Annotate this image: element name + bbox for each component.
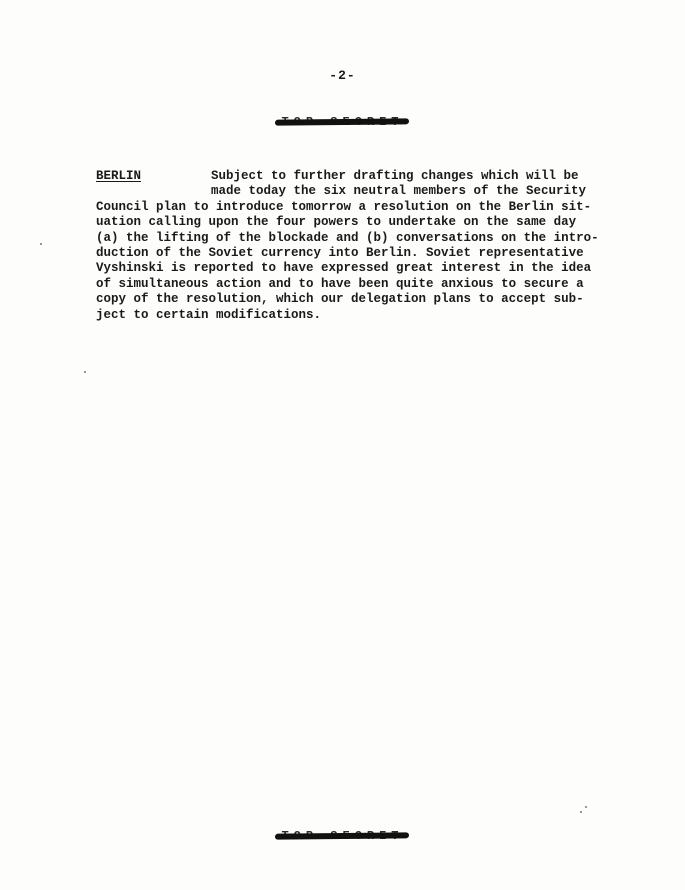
paragraph-line: ject to certain modifications. <box>96 307 322 322</box>
classification-label-top <box>277 115 407 129</box>
paper-speck <box>84 371 86 373</box>
paragraph-line: (a) the lifting of the blockade and (b) conversations on the intro- <box>96 230 599 245</box>
paragraph-line: of simultaneous action and to have been quite anxious to secure a <box>96 276 584 291</box>
paragraph-line: made today the six neutral members of the Security <box>211 184 587 199</box>
classification-marking-top <box>0 112 685 130</box>
berlin-paragraph <box>96 169 599 323</box>
paper-speck <box>580 811 582 813</box>
classification-label-bottom <box>277 829 407 843</box>
paragraph-line: uation calling upon the four powers to undertake on the same day <box>96 215 577 230</box>
paragraph-line: Vyshinski is reported to have expressed great interest in the idea <box>96 261 592 276</box>
paragraph-line: Subject to further drafting changes which will be <box>211 169 579 183</box>
page-number: -2- <box>329 68 356 83</box>
paper-speck <box>585 806 587 808</box>
paper-speck <box>40 243 42 245</box>
section-heading-berlin: BERLIN <box>96 169 142 183</box>
paragraph-line: duction of the Soviet currency into Berlin. Soviet representative <box>96 245 584 260</box>
paragraph-line: Council plan to introduce tomorrow a resolution on the Berlin sit- <box>96 199 592 214</box>
classification-marking-bottom <box>0 826 685 844</box>
paragraph-line: copy of the resolution, which our delegation plans to accept sub- <box>96 292 584 307</box>
